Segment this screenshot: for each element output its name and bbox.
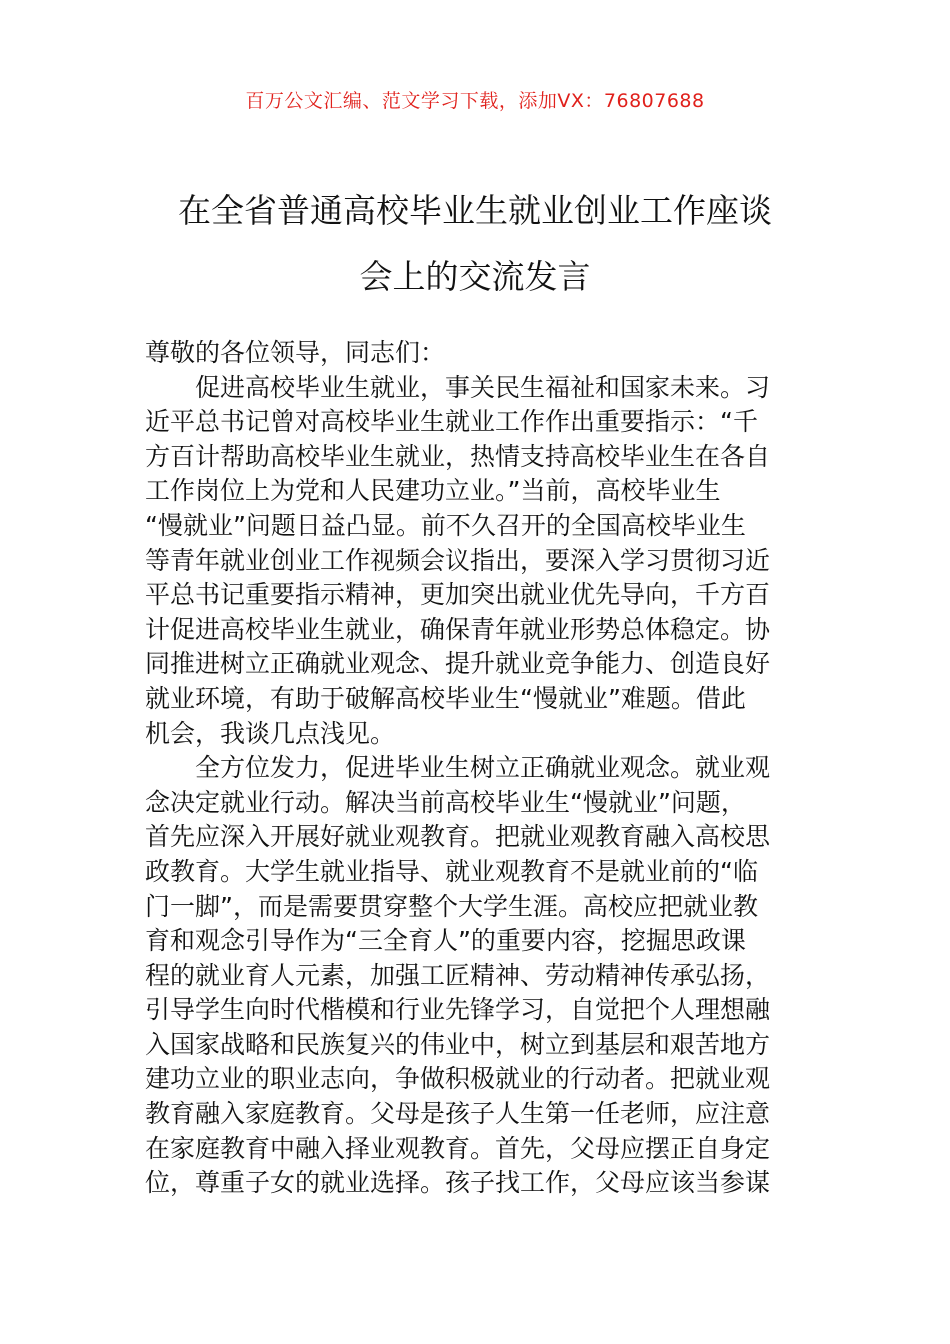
body-line: 就业环境，有助于破解高校毕业生“慢就业”难题。借此 [145, 683, 746, 713]
body-line: 工作岗位上为党和人民建功立业。”当前，高校毕业生 [145, 476, 721, 506]
body-line: 促进高校毕业生就业，事关民生福祉和国家未来。习 [195, 372, 771, 402]
body-line: 育和观念引导作为“三全育人”的重要内容，挖掘思政课 [145, 926, 746, 956]
body-line: 门一脚”，而是需要贯穿整个大学生涯。高校应把就业教 [145, 891, 758, 921]
salutation-line: 尊敬的各位领导，同志们： [145, 338, 446, 367]
body-line: 引导学生向时代楷模和行业先锋学习，自觉把个人理想融 [145, 995, 771, 1025]
body-line: 念决定就业行动。解决当前高校毕业生“慢就业”问题， [145, 787, 746, 817]
title-line-2: 会上的交流发言 [359, 257, 591, 296]
body-line: 在家庭教育中融入择业观教育。首先，父母应摆正自身定 [145, 1133, 771, 1163]
body-line: 机会，我谈几点浅见。 [145, 718, 396, 748]
title-line-1: 在全省普通高校毕业生就业创业工作座谈 [178, 191, 772, 230]
body-line: 首先应深入开展好就业观教育。把就业观教育融入高校思 [145, 822, 771, 852]
body-line: “慢就业”问题日益凸显。前不久召开的全国高校毕业生 [145, 510, 746, 540]
header-note: 百万公文汇编、范文学习下载，添加VX：76807688 [245, 90, 705, 112]
body-line: 教育融入家庭教育。父母是孩子人生第一任老师，应注意 [145, 1099, 771, 1129]
body-line: 等青年就业创业工作视频会议指出，要深入学习贯彻习近 [145, 545, 771, 575]
body-line: 平总书记重要指示精神，更加突出就业优先导向，千方百 [145, 580, 771, 610]
body-line: 近平总书记曾对高校毕业生就业工作作出重要指示：“千 [145, 407, 758, 437]
body-line: 同推进树立正确就业观念、提升就业竞争能力、创造良好 [145, 649, 771, 679]
document-body [145, 336, 810, 1201]
body-line: 方百计帮助高校毕业生就业，热情支持高校毕业生在各自 [145, 441, 771, 471]
body-line: 建功立业的职业志向，争做积极就业的行动者。把就业观 [145, 1064, 771, 1094]
body-line: 计促进高校毕业生就业，确保青年就业形势总体稳定。协 [145, 614, 771, 644]
body-line: 位，尊重子女的就业选择。孩子找工作，父母应该当参谋 [145, 1168, 771, 1198]
document-title [100, 178, 850, 310]
body-line: 全方位发力，促进毕业生树立正确就业观念。就业观 [195, 753, 771, 783]
body-line: 政教育。大学生就业指导、就业观教育不是就业前的“临 [145, 856, 758, 886]
body-line: 入国家战略和民族复兴的伟业中，树立到基层和艰苦地方 [145, 1029, 771, 1059]
body-line: 程的就业育人元素，加强工匠精神、劳动精神传承弘扬， [145, 960, 771, 990]
